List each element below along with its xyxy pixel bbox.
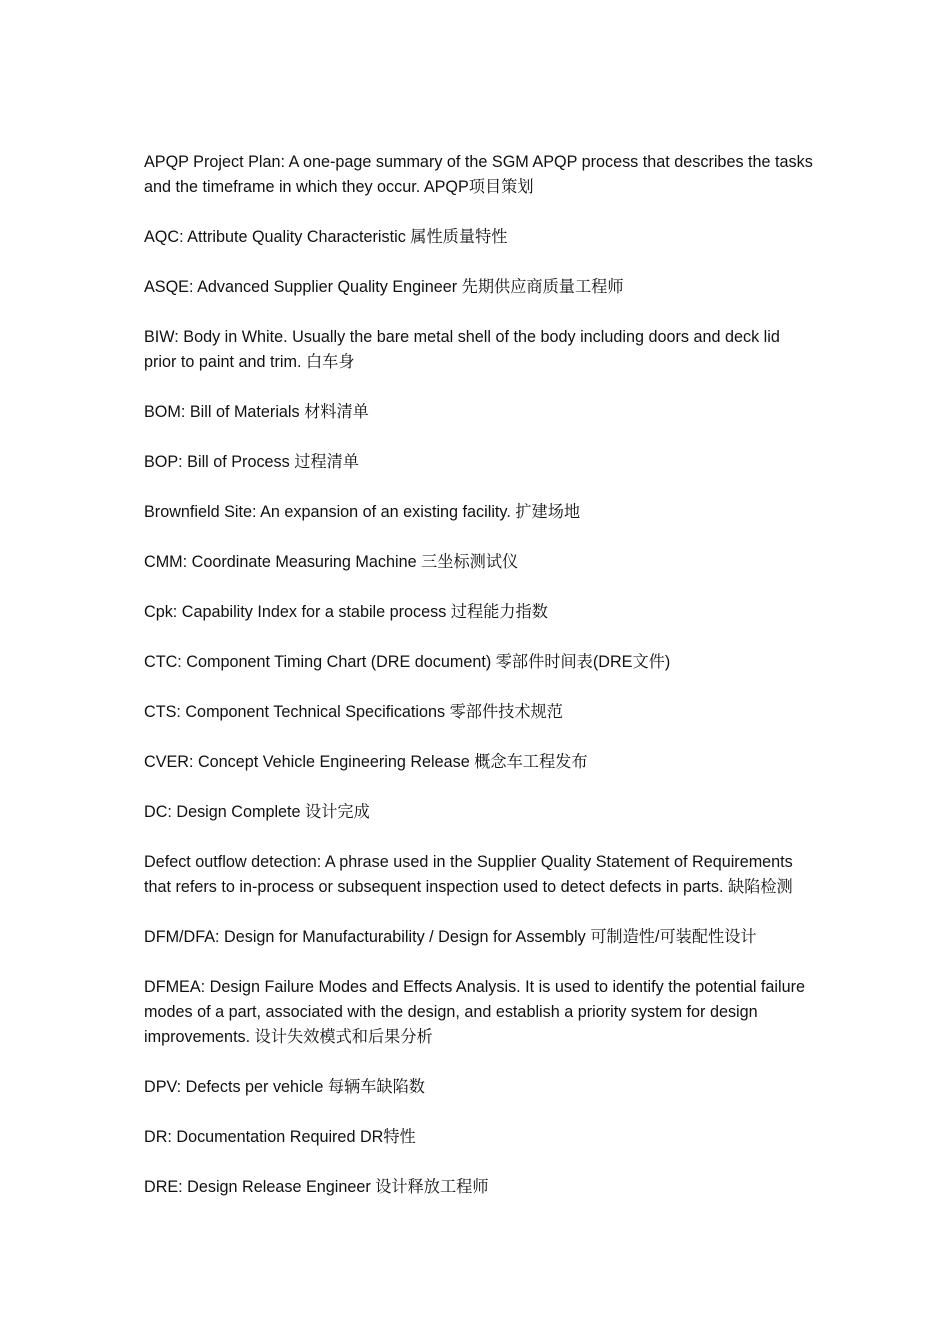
entry-text: CMM: Coordinate Measuring Machine 三坐标测试仪 <box>144 553 519 571</box>
glossary-entry-dfmea <box>144 975 814 1050</box>
glossary-entry-dc <box>144 800 814 825</box>
glossary-entry-bop <box>144 450 814 475</box>
glossary-entry-cpk <box>144 600 814 625</box>
glossary-entry-cmm <box>144 550 814 575</box>
entry-text: DR: Documentation Required DR特性 <box>144 1128 416 1146</box>
entry-text: DFMEA: Design Failure Modes and Effects Analysis. It is used to identify the potential failure modes of a part, associated with the design, and establish a priority system for design improvements. 设计失效模式和后果分析 <box>144 978 806 1046</box>
entry-text: DC: Design Complete 设计完成 <box>144 803 370 821</box>
glossary-entry-dfm-dfa <box>144 925 814 950</box>
entry-text: Cpk: Capability Index for a stabile process 过程能力指数 <box>144 603 548 621</box>
glossary-entry-apqp-project-plan <box>144 150 814 200</box>
glossary-entry-dpv <box>144 1075 814 1100</box>
glossary-entry-ctc <box>144 650 814 675</box>
glossary-entry-asqe <box>144 275 814 300</box>
entry-text: CVER: Concept Vehicle Engineering Release 概念车工程发布 <box>144 753 588 771</box>
glossary-entry-brownfield-site <box>144 500 814 525</box>
entry-text: APQP Project Plan: A one-page summary of the SGM APQP process that describes the tasks and the timeframe in which they occur. APQP项目策划 <box>144 153 813 196</box>
entry-text: DPV: Defects per vehicle 每辆车缺陷数 <box>144 1078 425 1096</box>
glossary-entry-dr <box>144 1125 814 1150</box>
glossary-entry-dre <box>144 1175 814 1200</box>
entry-text: AQC: Attribute Quality Characteristic 属性质量特性 <box>144 228 508 246</box>
glossary-entry-biw <box>144 325 814 375</box>
entry-text: CTC: Component Timing Chart (DRE document) 零部件时间表(DRE文件) <box>144 653 671 671</box>
glossary-entry-cver <box>144 750 814 775</box>
entry-text: BOM: Bill of Materials 材料清单 <box>144 403 369 421</box>
entry-text: Defect outflow detection: A phrase used in the Supplier Quality Statement of Requirements that refers to in-process or subsequent inspection used to detect defects in parts. 缺陷检测 <box>144 853 793 896</box>
glossary-entry-aqc <box>144 225 814 250</box>
entry-text: CTS: Component Technical Specifications 零部件技术规范 <box>144 703 563 721</box>
glossary-list <box>144 150 814 1225</box>
entry-text: BOP: Bill of Process 过程清单 <box>144 453 359 471</box>
glossary-entry-bom <box>144 400 814 425</box>
entry-text: ASQE: Advanced Supplier Quality Engineer 先期供应商质量工程师 <box>144 278 624 296</box>
entry-text: Brownfield Site: An expansion of an existing facility. 扩建场地 <box>144 503 581 521</box>
entry-text: DFM/DFA: Design for Manufacturability / Design for Assembly 可制造性/可装配性设计 <box>144 928 757 946</box>
glossary-entry-defect-outflow-detection <box>144 850 814 900</box>
glossary-entry-cts <box>144 700 814 725</box>
entry-text: DRE: Design Release Engineer 设计释放工程师 <box>144 1178 489 1196</box>
entry-text: BIW: Body in White. Usually the bare metal shell of the body including doors and deck lid prior to paint and trim. 白车身 <box>144 328 780 371</box>
